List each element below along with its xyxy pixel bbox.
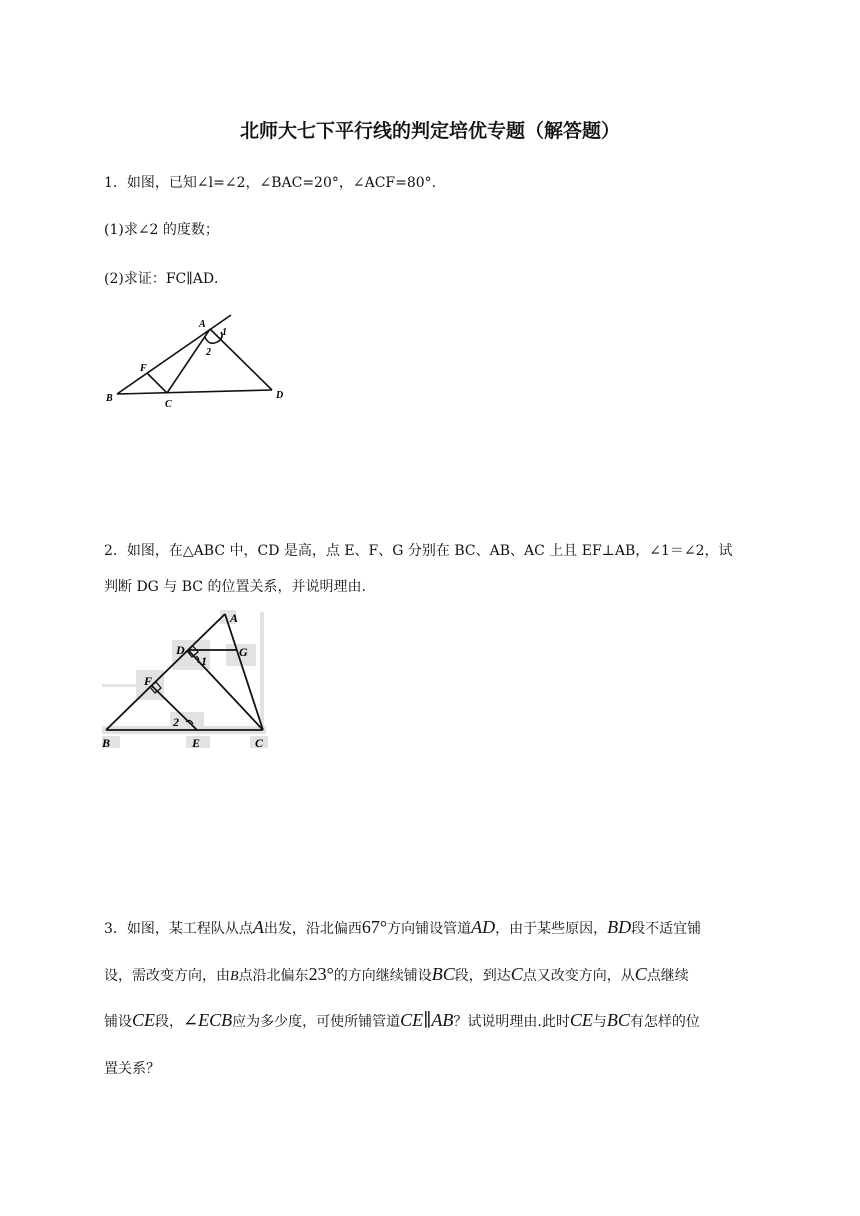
q2-stem-line2: 判断 DG 与 BC 的位置关系，并说明理由. bbox=[104, 579, 366, 595]
q3-text: ，由于某些原因， bbox=[495, 921, 608, 937]
q3-math-CE: CE bbox=[132, 1010, 156, 1030]
q3-math-BD: BD bbox=[607, 917, 632, 937]
q2-label-B: B bbox=[102, 736, 111, 750]
q3-text: 出发，沿北偏西 bbox=[263, 921, 362, 937]
q1-stem: 1．如图，已知∠l=∠2，∠BAC=20°，∠ACF=80°. bbox=[104, 175, 437, 191]
q1-label-B: B bbox=[106, 393, 113, 404]
q2-label-E: E bbox=[192, 736, 201, 750]
q3-text: 应为多少度，可使所铺管道 bbox=[232, 1014, 401, 1030]
q3-text: 方向铺设管道 bbox=[387, 921, 472, 937]
q1-part2: (2)求证：FC∥AD． bbox=[104, 271, 229, 287]
q2-label-F: F bbox=[144, 674, 153, 688]
q1-part1: (1)求∠2 的度数； bbox=[104, 222, 219, 238]
q2-label-G: G bbox=[239, 645, 248, 659]
q3-text: 铺设 bbox=[104, 1014, 132, 1030]
q2-triangle-figure bbox=[100, 608, 270, 750]
q3-math-AD: AD bbox=[471, 917, 496, 937]
q3-text: 点沿北偏东 bbox=[238, 968, 309, 984]
q2-label-C: C bbox=[255, 736, 264, 750]
q1-label-A: A bbox=[199, 319, 206, 330]
q3-math-angle-ECB: ∠ECB bbox=[183, 1010, 233, 1030]
q3-text: 的方向继续铺设 bbox=[333, 968, 432, 984]
q3-angle-67: 67° bbox=[361, 917, 388, 937]
q1-label-2: 2 bbox=[206, 347, 211, 358]
q2-label-1: 1 bbox=[201, 654, 207, 668]
q3-math-B: B bbox=[230, 969, 239, 984]
q3-stem-line4: 置关系？ bbox=[104, 1061, 160, 1077]
page-title: 北师大七下平行线的判定培优专题（解答题） bbox=[239, 120, 620, 142]
q3-text: 3．如图，某工程队从点 bbox=[104, 921, 253, 937]
q2-stem-line1: 2．如图，在△ABC 中，CD 是高，点 E、F、G 分别在 BC、AB、AC 上且 EF⊥AB，∠1＝∠2，试 bbox=[104, 543, 733, 559]
q3-math-C: C bbox=[634, 964, 647, 984]
q3-text: 与 bbox=[592, 1014, 607, 1030]
q3-text: 段不适宜铺 bbox=[631, 921, 702, 937]
q3-math-BC: BC bbox=[606, 1010, 630, 1030]
q2-label-A: A bbox=[230, 611, 239, 625]
q1-label-C: C bbox=[165, 399, 172, 410]
q1-label-D: D bbox=[276, 390, 284, 401]
q3-text: 段， bbox=[155, 1014, 184, 1030]
q3-text: 有怎样的位 bbox=[629, 1014, 700, 1030]
q3-stem-line3 bbox=[104, 1010, 700, 1031]
q3-stem-line2 bbox=[104, 964, 689, 985]
q3-math-C: C bbox=[510, 964, 523, 984]
q3-text: ？试说明理由.此时 bbox=[453, 1014, 570, 1030]
q3-math-CE: CE bbox=[569, 1010, 593, 1030]
q1-label-F: F bbox=[140, 363, 147, 374]
q3-stem-line1 bbox=[104, 917, 701, 938]
q3-text: 设，需改变方向，由 bbox=[104, 968, 230, 984]
q1-triangle-figure bbox=[100, 305, 300, 415]
q2-label-D: D bbox=[176, 643, 185, 657]
q3-math-CE-parallel-AB: CE∥AB bbox=[400, 1010, 454, 1030]
q3-math-A: A bbox=[252, 917, 264, 937]
q3-text: 段，到达 bbox=[454, 968, 511, 984]
q3-math-BC: BC bbox=[431, 964, 455, 984]
q3-angle-23: 23° bbox=[308, 964, 334, 984]
q3-text: 点继续 bbox=[646, 968, 689, 984]
q1-label-1: 1 bbox=[222, 327, 227, 338]
q3-text: 点又改变方向，从 bbox=[522, 968, 635, 984]
q2-label-2: 2 bbox=[173, 715, 179, 729]
